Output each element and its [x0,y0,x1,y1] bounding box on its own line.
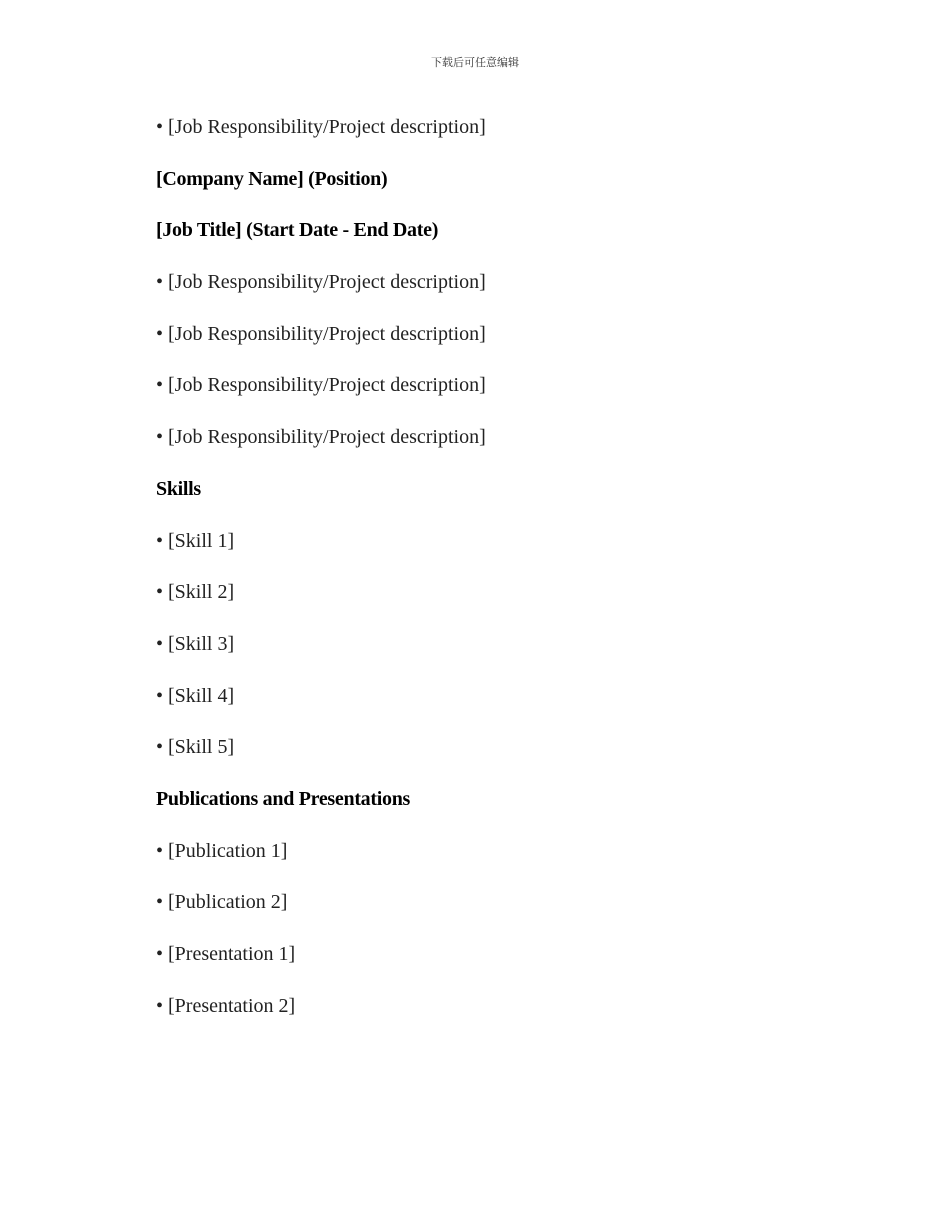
skill-bullet: • [Skill 3] [156,632,235,655]
publication-bullet: • [Publication 2] [156,891,288,914]
job-responsibility-bullet: • [Job Responsibility/Project description] [156,322,486,345]
job-title-heading: [Job Title] (Start Date - End Date) [156,219,439,242]
presentation-bullet: • [Presentation 2] [156,994,296,1017]
resume-content [156,110,796,1040]
job-responsibility-bullet: • [Job Responsibility/Project description] [156,374,486,397]
skill-bullet: • [Skill 5] [156,736,235,759]
job-responsibility-bullet: • [Job Responsibility/Project description] [156,116,486,138]
page-header-note: 下载后可任意编辑 [431,56,519,69]
skills-heading: Skills [156,477,201,500]
publication-bullet: • [Publication 1] [156,839,288,862]
presentation-bullet: • [Presentation 1] [156,943,296,965]
skill-bullet: • [Skill 2] [156,581,235,604]
skill-bullet: • [Skill 1] [156,529,235,552]
skill-bullet: • [Skill 4] [156,684,235,707]
company-name-heading: [Company Name] (Position) [156,167,388,190]
job-responsibility-bullet: • [Job Responsibility/Project description] [156,426,486,449]
publications-heading: Publications and Presentations [156,787,410,810]
job-responsibility-bullet: • [Job Responsibility/Project description] [156,271,486,294]
